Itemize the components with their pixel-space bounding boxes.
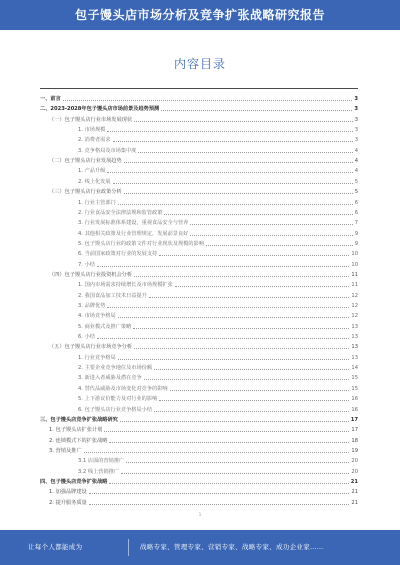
toc-entry[interactable] [40,453,358,464]
toc-entry-page: 20 [351,458,358,465]
toc-entry-title: 7. 小结 [78,261,95,268]
toc-entry[interactable] [40,391,358,402]
toc-entry-title: 3. 新进入者威胁及潜在竞争 [78,375,142,382]
page-number: 1 [198,512,202,517]
toc-entry-title: 四、包子馒头店竞争扩张战略 [40,478,108,485]
report-title: 包子馒头店市场分析及竞争扩张战略研究报告 [74,8,325,22]
toc-entry-title: 2. 消费者需求 [78,137,111,144]
toc-entry[interactable] [40,350,358,361]
toc-entry[interactable] [40,402,358,413]
toc-entry-page: 9 [354,240,358,247]
toc-entry[interactable] [40,339,358,350]
toc-entry-page: 4 [354,147,358,154]
toc-entry-page: 4 [354,158,358,165]
toc-entry-title: 2. 我国食品加工技术日益提升 [78,292,147,299]
toc-entry-page: 3 [354,96,358,102]
toc-entry-page: 17 [350,416,358,423]
toc-entry-page: 4 [354,168,358,175]
toc-entry-title: 6. 包子馒头店行业竞争格局小结 [78,406,153,413]
toc-entry-page: 11 [351,282,358,289]
toc-entry-page: 3 [354,127,358,134]
toc-entry[interactable] [40,474,358,485]
toc-entry-page: 15 [351,385,358,392]
toc-entry[interactable] [40,143,358,154]
toc-entry-page: 18 [351,437,358,444]
toc-entry[interactable] [40,153,358,164]
toc-entry-title: 2. 行业食品安全法律法规和监管政策 [78,209,163,216]
toc-entry[interactable] [40,226,358,237]
toc-entry-page: 13 [351,344,358,351]
toc-entry-title: 2. 连锁模式下的扩张战略 [49,437,108,444]
toc-entry[interactable] [40,308,358,319]
toc-entry-title: 2. 主要企业竞争地位及市场份额 [78,365,153,372]
toc-entry[interactable] [40,184,358,195]
toc-entry[interactable] [40,236,358,247]
toc-entry-page: 12 [351,292,358,299]
toc-entry[interactable] [40,101,358,112]
toc-entry-title: 5. 上下游议价能力及对行业的影响 [78,396,158,403]
toc-entry-page: 12 [351,303,358,309]
toc-entry[interactable] [40,433,358,444]
toc-entry-title: 6. 当前国家政策对行业的发展支持 [78,251,158,258]
toc-entry-title: 3. 行业发展标准体系建设，重视食品安全与营养 [78,220,189,227]
toc-entry-title: （四）包子馒头店行业投资机会分析 [49,271,133,278]
toc-entry[interactable] [40,91,358,102]
toc-entry-title: 1. 市场规模 [78,127,106,134]
toc-entry-title: 5. 商业模式及推广策略 [78,323,132,330]
toc-entry[interactable] [40,277,358,288]
toc-entry-page: 19 [351,447,358,454]
toc-entry-title: 二、2023-2028年包子馒头店市场前景及趋势预测 [40,106,160,113]
toc-entry-title: 1. 加强品牌建设 [49,489,87,496]
toc-entry[interactable] [40,370,358,381]
toc-entry-title: 1. 产品升级 [78,168,106,175]
toc-entry[interactable] [40,132,358,143]
toc-entry-title: 4. 替代品威胁及市场变化对竞争的影响 [78,385,168,392]
toc-entry[interactable] [40,381,358,392]
toc-entry-page: 3 [354,116,358,123]
toc-entry[interactable] [40,267,358,278]
toc-entry-title: 4. 其他相关政策及行业管理规定，发展前景良好 [78,230,189,237]
toc-entry-page: 16 [351,396,358,403]
toc-entry[interactable] [40,163,358,174]
toc-entry-page: 13 [351,323,358,330]
toc-entry-page: 16 [351,406,358,413]
toc-entry-page: 6 [354,209,358,216]
toc-entry-page: 11 [351,271,358,278]
toc-entry-title: 3.1 店面的营销推广 [78,458,125,465]
toc-entry-page: 14 [351,365,358,372]
toc-entry-title: 3. 品牌优势 [78,303,106,309]
toc-entry-title: （五）包子馒头店行业市场竞争分析 [49,344,133,351]
toc-leader-dots [89,504,350,505]
toc-rule [40,88,358,89]
toc-entry-title: 3. 竞争格局及市场集中度 [78,147,137,154]
toc-entry-page: 9 [354,230,358,237]
toc-entry-title: 1. 行业竞争格局 [78,354,116,361]
toc-entry-page: 20 [351,468,358,475]
toc-entry-page: 3 [354,106,358,113]
toc-entry-page: 13 [351,334,358,341]
toc-entry-title: 一、前言 [40,96,61,102]
toc-entry[interactable] [40,412,358,423]
toc-entry-title: 1. 行业主管部门 [78,199,116,206]
toc-entry[interactable] [40,246,358,257]
toc-entry-page: 15 [351,375,358,382]
toc-entry-page: 10 [351,251,358,258]
toc-entry-title: 4. 市场竞争格局 [78,313,116,320]
toc-entry[interactable] [40,215,358,226]
toc-entry-title: 5. 包子馒头店行业的政策文件对行业现状及规模的影响 [78,240,204,247]
toc-entry[interactable] [40,174,358,185]
toc-entry-title: （三）包子馒头店行业政策分析 [49,189,122,196]
footer-divider [128,539,129,556]
toc-entry-page: 12 [351,313,358,320]
toc-entry-title: 3. 营销及推广 [49,447,82,454]
toc-entry-title: （二）包子馒头店行业发展趋势 [49,158,122,165]
toc-entry[interactable] [40,288,358,299]
toc-entry-page: 10 [351,261,358,268]
toc-entry[interactable] [40,443,358,454]
toc-entry[interactable] [40,122,358,133]
footer-tagline: 战略专家、管理专家、营销专家、战略专家、成功企业家…… [140,543,324,551]
toc-entry-title: 1. 国内市场需求持续增长及市场规模扩张 [78,282,173,289]
toc-entry[interactable] [40,464,358,475]
toc-entry[interactable] [40,484,358,495]
toc-entry[interactable] [40,205,358,216]
toc-entry-title: 三、包子馒头店竞争扩张战略研究 [40,416,118,423]
toc-entry[interactable] [40,422,358,433]
toc-entry[interactable] [40,195,358,206]
toc-entry-page: 17 [351,427,358,434]
toc-entry-page: 13 [351,354,358,361]
toc-entry[interactable] [40,329,358,340]
toc-entry[interactable] [40,360,358,371]
toc-entry-page: 21 [351,499,358,506]
footer-slogan: 让每个人都能成为 [28,543,83,551]
toc-entry-title: 2. 提升服务质量 [49,499,87,506]
toc-entry-title: 1. 包子馒头店扩张计划 [49,427,103,434]
toc-entry-page: 6 [354,199,358,206]
toc-entry[interactable] [40,298,358,309]
toc-entry-page: 3 [354,137,358,144]
toc-entry-title: （一）包子馒头店行业市场发展现状 [49,116,133,123]
toc-entry-page: 7 [354,220,358,227]
toc-entry-title: 3.2 线上营销推广 [78,468,120,475]
toc-entry-page: 21 [350,478,358,485]
toc-entry-page: 5 [354,178,358,185]
toc-heading: 内容目录 [173,57,226,71]
toc-entry-page: 5 [354,189,358,196]
toc-entry[interactable] [40,257,358,268]
toc-entry-title: 6. 小结 [78,334,95,341]
toc-entry-title: 2. 线上化发展 [78,178,111,185]
toc-entry[interactable] [40,495,358,506]
table-of-contents [40,91,358,511]
toc-entry[interactable] [40,319,358,330]
toc-entry-page: 21 [351,489,358,496]
toc-entry[interactable] [40,112,358,123]
